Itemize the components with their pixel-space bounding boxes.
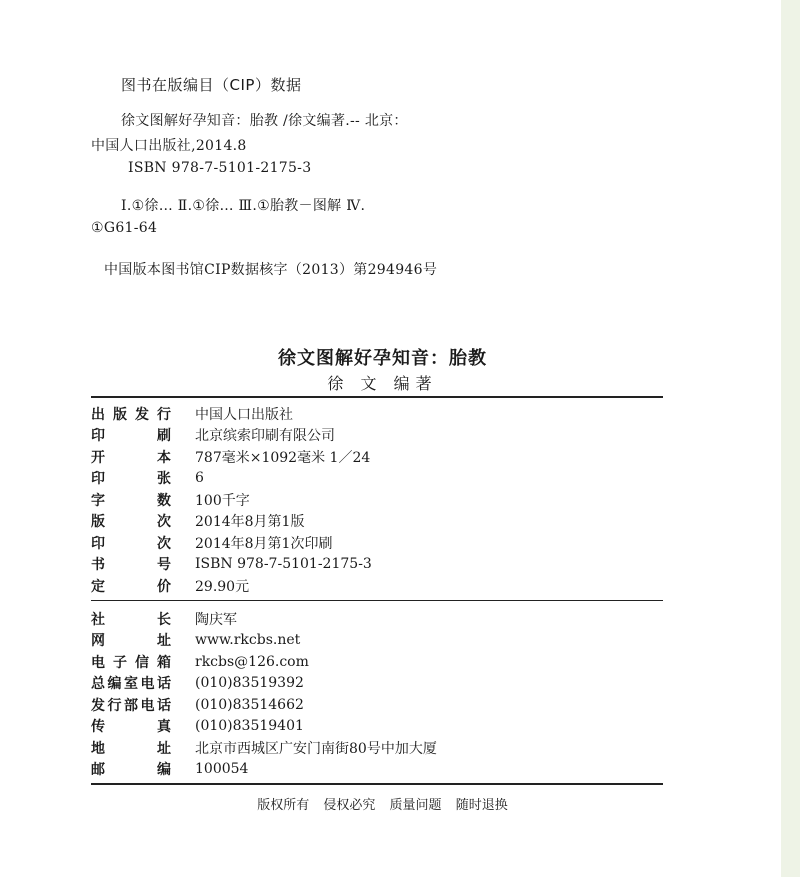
table-row [91,608,437,630]
book-author: 徐 文 编著 [327,374,438,393]
table-row [91,425,372,447]
table-row [91,759,437,781]
row-label: 发行部电话 [91,697,171,714]
table-row [91,511,372,533]
cip-line-3: ISBN 978-7-5101-2175-3 [128,160,312,176]
row-label: 版次 [91,514,171,531]
row-label: 邮编 [91,762,171,779]
row-label: 开本 [91,449,171,466]
side-strip [781,0,800,877]
row-label: 印次 [91,535,171,552]
row-value: www.rkcbs.net [195,632,301,649]
table-row [91,532,372,554]
table-row [91,575,372,597]
table-row [91,737,437,759]
row-value: ISBN 978-7-5101-2175-3 [195,556,372,573]
row-value: 100054 [195,761,249,778]
cip-line-1: 徐文图解好孕知音：胎教 /徐文编著.-- 北京： [121,113,408,129]
top-rule [91,396,663,398]
row-value: 北京缤索印刷有限公司 [195,428,335,445]
table-row [91,673,437,695]
table-row [91,554,372,576]
table-row [91,716,437,738]
row-label: 书号 [91,557,171,574]
cip-heading: 图书在版编目（CIP）数据 [121,76,302,94]
cip-line-4: Ⅰ.①徐… Ⅱ.①徐… Ⅲ.①胎教－图解 Ⅳ. [121,198,366,214]
row-label: 社长 [91,611,171,628]
table-row [91,403,372,425]
row-label: 字数 [91,492,171,509]
row-value: (010)83519401 [195,718,304,735]
row-label: 地址 [91,740,171,757]
row-label: 网址 [91,633,171,650]
row-label: 出版发行 [91,406,171,423]
row-label: 定价 [91,578,171,595]
row-label: 印张 [91,471,171,488]
table-row [91,489,372,511]
cip-line-6: 中国版本图书馆CIP数据核字（2013）第294946号 [104,262,438,278]
row-value: 北京市西城区广安门南街80号中加大厦 [195,740,437,757]
row-value: 100千字 [195,492,250,509]
bottom-rule [91,783,663,785]
row-value: 6 [195,470,204,487]
publication-table [91,403,372,597]
row-value: rkcbs@126.com [195,653,309,670]
row-value: 787毫米×1092毫米 1／24 [195,449,371,466]
table-row [91,468,372,490]
row-value: 29.90元 [195,578,250,595]
cip-line-2: 中国人口出版社,2014.8 [91,138,247,154]
table-row [91,694,437,716]
row-value: 陶庆军 [195,611,237,628]
row-value: 2014年8月第1版 [195,514,305,531]
table-row [91,446,372,468]
table-row [91,651,437,673]
row-label: 总编室电话 [91,676,171,693]
row-value: 2014年8月第1次印刷 [195,535,333,552]
table-row [91,630,437,652]
copyright-notice: 版权所有 侵权必究 质量问题 随时退换 [257,798,508,813]
cip-line-5: ①G61-64 [91,220,158,236]
row-label: 传真 [91,719,171,736]
row-value: (010)83519392 [195,675,304,692]
row-label: 印刷 [91,428,171,445]
row-value: (010)83514662 [195,696,304,713]
row-label: 电子信箱 [91,654,171,671]
book-title: 徐文图解好孕知音：胎教 [278,348,487,369]
middle-rule [91,600,663,601]
row-value: 中国人口出版社 [195,406,293,423]
contact-table [91,608,437,780]
